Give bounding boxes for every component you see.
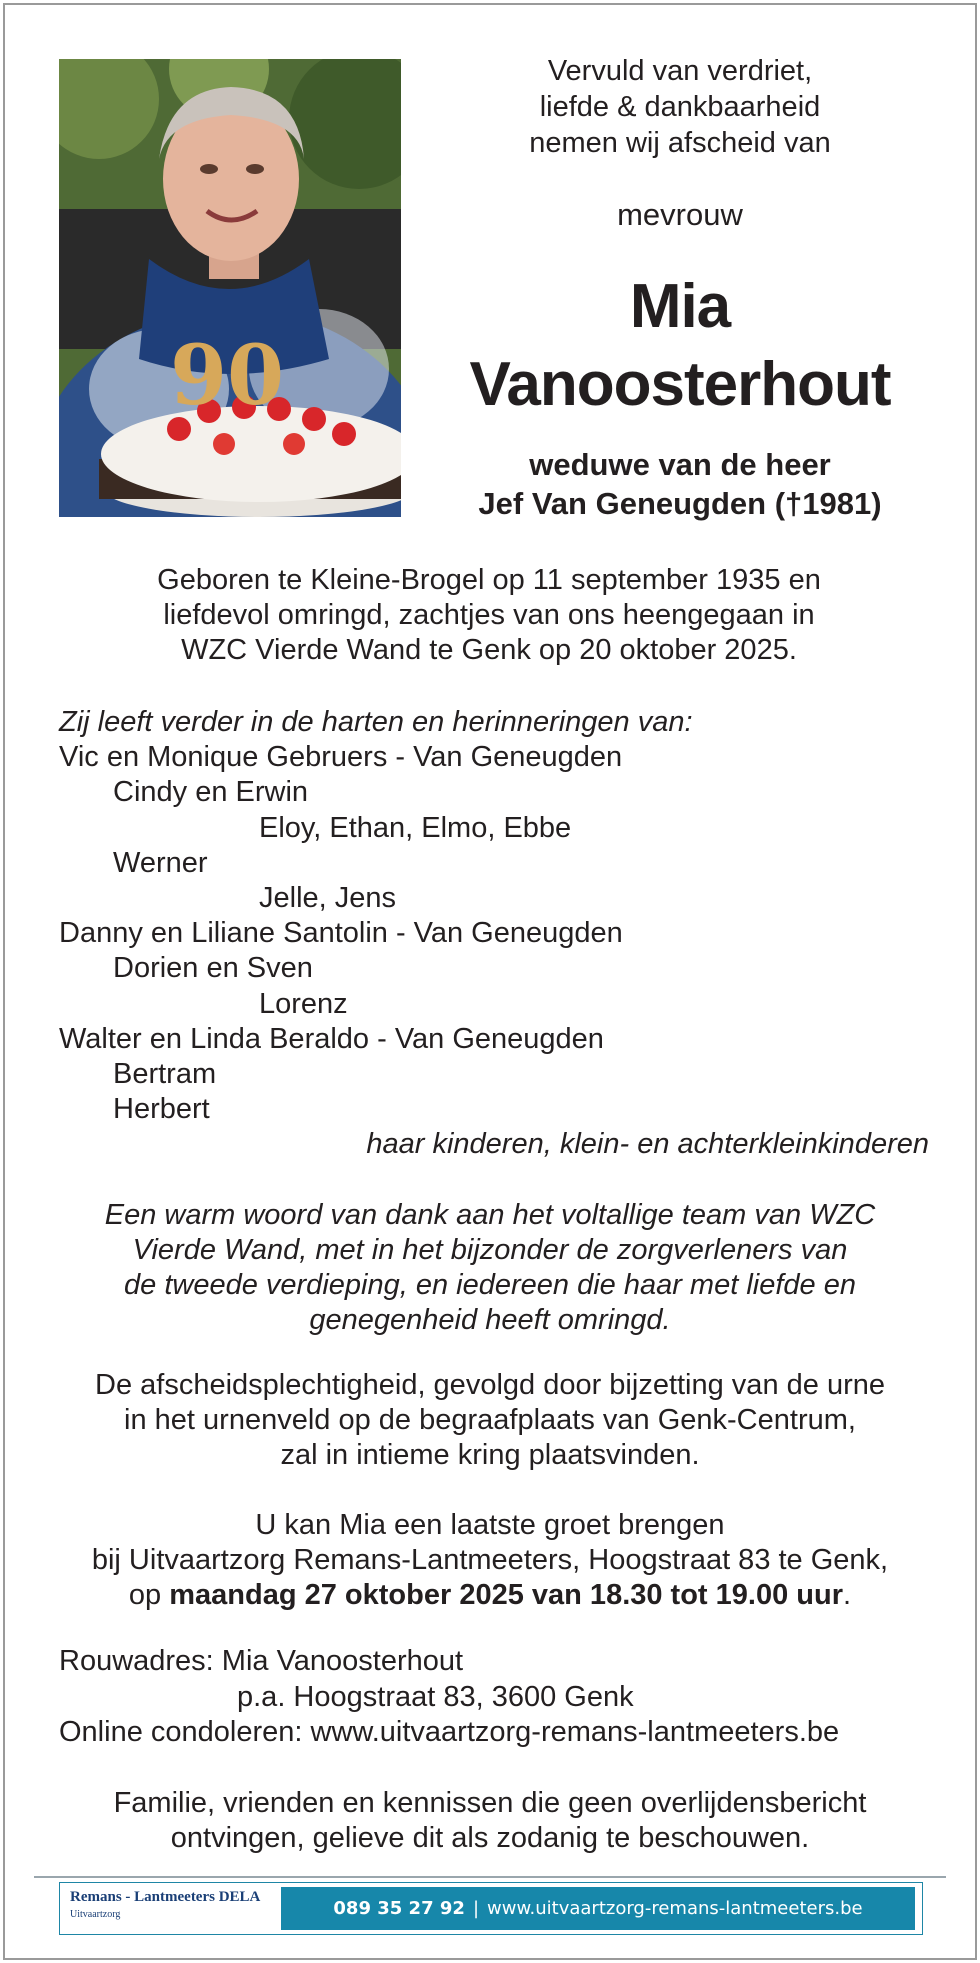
family-closing: haar kinderen, klein- en achterkleinkinderen bbox=[366, 1128, 929, 1161]
family-heading: Zij leeft verder in de harten en herinneringen van: bbox=[59, 706, 693, 738]
family-member: Werner bbox=[113, 846, 208, 879]
intro-line: Vervuld van verdriet, bbox=[547, 55, 813, 87]
logo-name: Remans - Lantmeeters DELA bbox=[70, 1889, 261, 1905]
visit-line: U kan Mia een laatste groet brengen bbox=[255, 1509, 725, 1541]
footer-divider bbox=[34, 1876, 946, 1878]
born-line: liefdevol omringd, zachtjes van ons heengegaan in bbox=[163, 599, 815, 631]
family-member: Dorien en Sven bbox=[113, 952, 313, 985]
first-name: Mia bbox=[629, 272, 731, 341]
family-member: Bertram bbox=[113, 1058, 217, 1091]
family-member: Lorenz bbox=[259, 987, 348, 1020]
intro-line: liefde & dankbaarheid bbox=[539, 91, 821, 123]
family-member: Cindy en Erwin bbox=[113, 776, 309, 809]
intro-line: nemen wij afscheid van bbox=[529, 127, 831, 159]
online-condolence: Online condoleren: www.uitvaartzorg-remans-lantmeeters.be bbox=[59, 1716, 840, 1748]
title-prefix: mevrouw bbox=[617, 197, 743, 232]
notice-line: Familie, vrienden en kennissen die geen overlijdensbericht bbox=[113, 1787, 867, 1819]
ceremony-line: zal in intieme kring plaatsvinden. bbox=[280, 1439, 700, 1471]
mourning-address: Rouwadres: Mia Vanoosterhout bbox=[59, 1645, 464, 1677]
thanks-text bbox=[40, 1198, 940, 1338]
born-line: WZC Vierde Wand te Genk op 20 oktober 2025. bbox=[181, 634, 797, 666]
thanks-line: genegenheid heeft omringd. bbox=[309, 1304, 671, 1336]
intro-text bbox=[420, 53, 940, 161]
visit-datetime: maandag 27 oktober 2025 van 18.30 tot 19.00 uur bbox=[169, 1579, 843, 1611]
cake-number: 90 bbox=[169, 328, 285, 424]
thanks-line: de tweede verdieping, en iedereen die haar met liefde en bbox=[124, 1269, 856, 1301]
family-member: Walter en Linda Beraldo - Van Geneugden bbox=[59, 1022, 604, 1055]
family-member: Vic en Monique Gebruers - Van Geneugden bbox=[59, 741, 623, 774]
visit-text bbox=[40, 1508, 940, 1613]
thanks-line: Een warm woord van dank aan het voltallige team van WZC bbox=[104, 1199, 876, 1231]
spouse-name: Jef Van Geneugden (†1981) bbox=[478, 486, 882, 521]
visit-line bbox=[40, 1578, 940, 1613]
portrait-photo bbox=[59, 59, 401, 517]
born-line: Geboren te Kleine-Brogel op 11 september 1935 en bbox=[157, 564, 821, 596]
contact-bar bbox=[281, 1887, 915, 1930]
funeral-home-logo bbox=[70, 1889, 260, 1920]
ceremony-line: in het urnenveld op de begraafplaats van Genk-Centrum, bbox=[124, 1404, 856, 1436]
widow-line: weduwe van de heer bbox=[529, 447, 831, 482]
notice-line: ontvingen, gelieve dit als zodanig te beschouwen. bbox=[170, 1822, 810, 1854]
family-member: Eloy, Ethan, Elmo, Ebbe bbox=[259, 811, 572, 844]
visit-line: bij Uitvaartzorg Remans-Lantmeeters, Hoogstraat 83 te Genk, bbox=[91, 1544, 889, 1576]
family-member: Jelle, Jens bbox=[259, 882, 397, 915]
contact-separator: | bbox=[472, 1898, 480, 1919]
ceremony-line: De afscheidsplechtigheid, gevolgd door bijzetting van de urne bbox=[95, 1369, 885, 1401]
birth-death-text bbox=[59, 563, 919, 668]
ceremony-text bbox=[40, 1368, 940, 1473]
family-member: Herbert bbox=[113, 1093, 210, 1126]
last-name: Vanoosterhout bbox=[469, 350, 891, 419]
widow-of bbox=[420, 445, 940, 523]
deceased-name bbox=[420, 268, 940, 424]
notice-text bbox=[40, 1786, 940, 1856]
visit-suffix: . bbox=[843, 1579, 852, 1611]
mourning-address-street: p.a. Hoogstraat 83, 3600 Genk bbox=[237, 1680, 634, 1713]
thanks-line: Vierde Wand, met in het bijzonder de zorgverleners van bbox=[132, 1234, 848, 1266]
phone-number[interactable]: 089 35 27 92 bbox=[333, 1898, 465, 1919]
visit-prefix: op bbox=[128, 1579, 170, 1611]
family-member: Danny en Liliane Santolin - Van Geneugden bbox=[59, 917, 623, 950]
logo-subtitle: Uitvaartzorg bbox=[70, 1909, 121, 1920]
funeral-home-banner bbox=[59, 1882, 923, 1935]
family-list bbox=[59, 705, 929, 1163]
address-block bbox=[59, 1644, 939, 1751]
website-link[interactable]: www.uitvaartzorg-remans-lantmeeters.be bbox=[487, 1898, 863, 1919]
